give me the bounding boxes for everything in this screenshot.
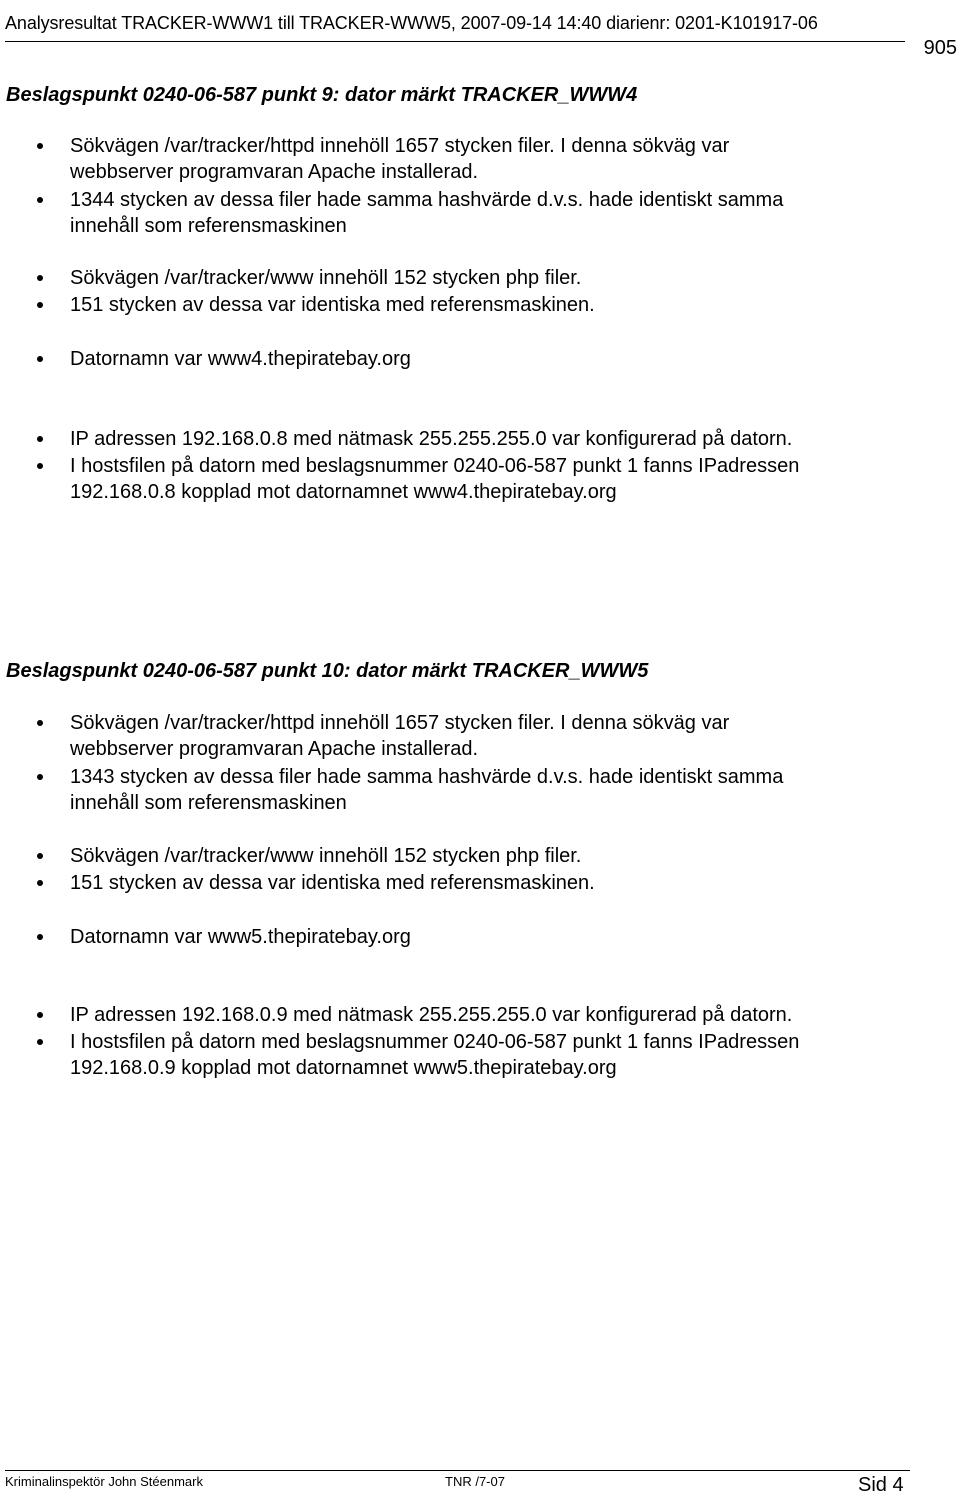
list-item-line: 1343 stycken av dessa filer hade samma hashvärde d.v.s. hade identiskt samma (70, 766, 784, 788)
list-item-line: innehåll som referensmaskinen (70, 215, 347, 237)
bullet-icon (37, 463, 43, 469)
bullet-icon (37, 934, 43, 940)
list-item-line: Sökvägen /var/tracker/httpd innehöll 1657 stycken filer. I denna sökväg var (70, 135, 730, 157)
list-item (70, 1002, 930, 1028)
header-divider (5, 41, 905, 42)
bullet-icon (37, 1039, 43, 1045)
list-item (70, 870, 930, 896)
list-item-line: Sökvägen /var/tracker/www innehöll 152 stycken php filer. (70, 845, 582, 867)
list-item (70, 426, 930, 452)
list-item-line: 192.168.0.8 kopplad mot datornamnet www4.thepiratebay.org (70, 481, 617, 503)
list-item-line: Datornamn var www4.thepiratebay.org (70, 348, 411, 370)
bullet-icon (37, 143, 43, 149)
list-item-line: innehåll som referensmaskinen (70, 792, 347, 814)
list-item-line: IP adressen 192.168.0.9 med nätmask 255.255.255.0 var konfigurerad på datorn. (70, 1004, 793, 1026)
document-header-title: Analysresultat TRACKER-WWW1 till TRACKER-WWW5, 2007-09-14 14:40 diarienr: 0201-K101917-06 (5, 13, 818, 33)
list-item-line: Datornamn var www5.thepiratebay.org (70, 926, 411, 948)
footer-divider (5, 1470, 910, 1471)
list-item-line: 1344 stycken av dessa filer hade samma hashvärde d.v.s. hade identiskt samma (70, 189, 784, 211)
list-item-line: 151 stycken av dessa var identiska med referensmaskinen. (70, 872, 595, 894)
bullet-icon (37, 853, 43, 859)
list-item-line: Sökvägen /var/tracker/www innehöll 152 stycken php filer. (70, 267, 582, 289)
list-item (70, 292, 930, 318)
list-item-line: 151 stycken av dessa var identiska med referensmaskinen. (70, 294, 595, 316)
list-item (70, 924, 930, 950)
list-item (70, 764, 930, 816)
bullet-icon (37, 720, 43, 726)
section-heading-www4: Beslagspunkt 0240-06-587 punkt 9: dator märkt TRACKER_WWW4 (6, 84, 638, 106)
bullet-icon (37, 356, 43, 362)
list-item-line: webbserver programvaran Apache installerad. (70, 738, 478, 760)
bullet-icon (37, 774, 43, 780)
list-item-line: IP adressen 192.168.0.8 med nätmask 255.255.255.0 var konfigurerad på datorn. (70, 428, 793, 450)
bullet-icon (37, 1012, 43, 1018)
list-item (70, 133, 930, 185)
list-item (70, 843, 930, 869)
list-item (70, 710, 930, 762)
bullet-icon (37, 275, 43, 281)
bullet-icon (37, 436, 43, 442)
list-item (70, 187, 930, 239)
page-number: 905 (923, 37, 957, 59)
list-item-line: Sökvägen /var/tracker/httpd innehöll 1657 stycken filer. I denna sökväg var (70, 712, 730, 734)
footer-page-label: Sid 4 (858, 1474, 904, 1496)
list-item-line: 192.168.0.9 kopplad mot datornamnet www5.thepiratebay.org (70, 1057, 617, 1079)
list-item-line: I hostsfilen på datorn med beslagsnummer 0240-06-587 punkt 1 fanns IPadressen (70, 1031, 800, 1053)
list-item (70, 453, 930, 505)
bullet-icon (37, 302, 43, 308)
footer-author: Kriminalinspektör John Stéenmark (5, 1474, 203, 1489)
list-item (70, 346, 930, 372)
bullet-icon (37, 197, 43, 203)
list-item (70, 265, 930, 291)
footer-reference: TNR /7-07 (445, 1474, 505, 1489)
list-item-line: webbserver programvaran Apache installerad. (70, 161, 478, 183)
section-heading-www5: Beslagspunkt 0240-06-587 punkt 10: dator märkt TRACKER_WWW5 (6, 660, 649, 682)
bullet-icon (37, 880, 43, 886)
list-item-line: I hostsfilen på datorn med beslagsnummer 0240-06-587 punkt 1 fanns IPadressen (70, 455, 800, 477)
list-item (70, 1029, 930, 1081)
